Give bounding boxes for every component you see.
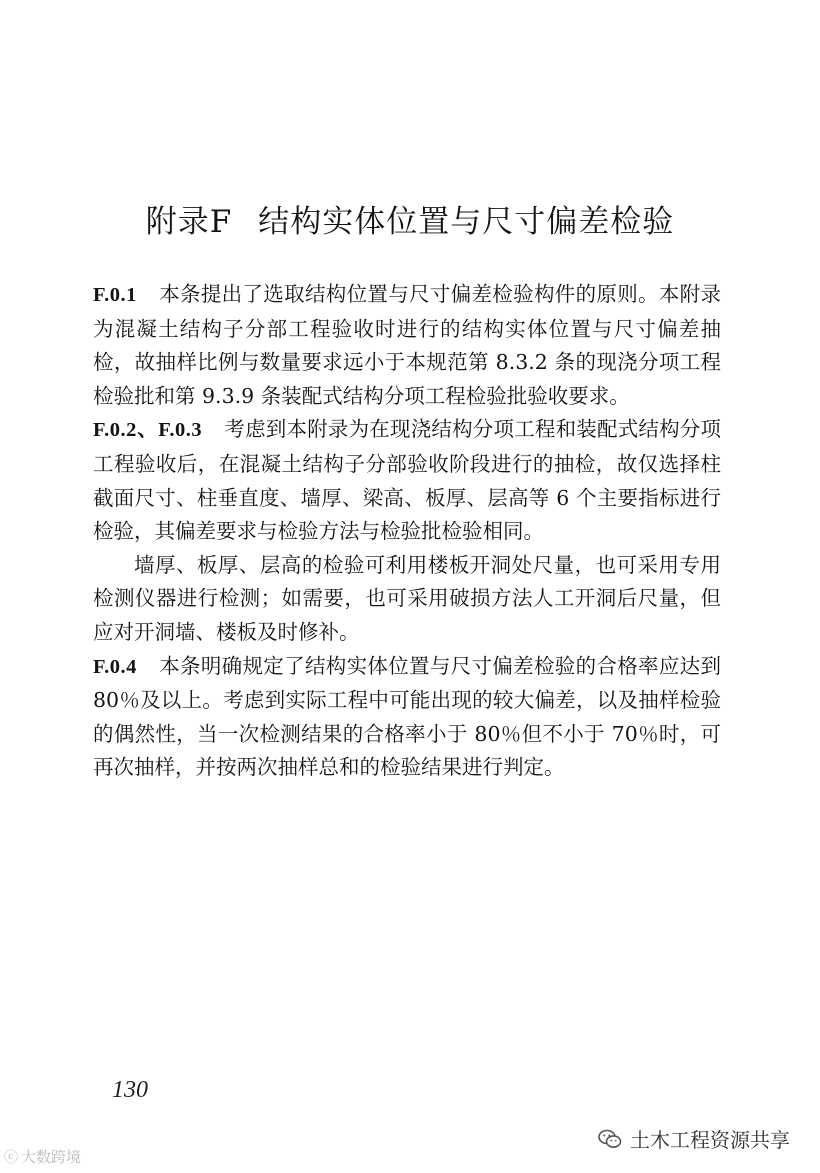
paragraph-text: 考虑到本附录为在现浇结构分项工程和装配式结构分项工程验收后，在混凝土结构子分部验收阶段进行的抽检，故仅选择柱截面尺寸、柱垂直度、墙厚、梁高、板厚、层高等 6 个主要指标进行检验，其偏差要求与检验方法与检验批检验相同。 bbox=[93, 417, 722, 544]
clause-number: F.0.1 bbox=[93, 284, 137, 306]
appendix-title bbox=[0, 196, 820, 241]
paragraph-text: 本条明确规定了结构实体位置与尺寸偏差检验的合格率应达到 80％及以上。考虑到实际工程中可能出现的较大偏差，以及抽样检验的偶然性，当一次检测结果的合格率小于 80％但不小于 70％时，可再次抽样，并按两次抽样总和的检验结果进行判定。 bbox=[93, 653, 721, 780]
paragraph-f02-f03 bbox=[93, 413, 721, 548]
appendix-label: 附录F bbox=[145, 204, 233, 240]
paragraph-f01 bbox=[93, 278, 721, 413]
watermark-left-text: 大数跨境 bbox=[21, 1148, 82, 1166]
appendix-heading: 结构实体位置与尺寸偏差检验 bbox=[258, 204, 675, 240]
wechat-watermark bbox=[598, 1124, 790, 1153]
document-body bbox=[93, 278, 721, 785]
page-number: 130 bbox=[112, 1077, 148, 1103]
clause-number: F.0.4 bbox=[93, 655, 137, 678]
paragraph-text: 墙厚、板厚、层高的检验可利用楼板开洞处尺量，也可采用专用检测仪器进行检测；如需要，也可采用破损方法人工开洞后尺量，但应对开洞墙、楼板及时修补。 bbox=[93, 552, 721, 644]
paragraph-f04 bbox=[93, 650, 721, 785]
paragraph-text: 本条提出了选取结构位置与尺寸偏差检验构件的原则。本附录为混凝土结构子分部工程验收时进行的结构实体位置与尺寸偏差抽检，故抽样比例与数量要求远小于本规范第 8.3.2 条的现浇分项工程检验批和第 9.3.9 条装配式结构分项工程检验批验收要求。 bbox=[93, 282, 721, 408]
watermark-logo-icon: ⓒ bbox=[4, 1150, 18, 1166]
clause-number: F.0.2、F.0.3 bbox=[93, 419, 203, 442]
watermark-left bbox=[4, 1146, 81, 1167]
paragraph-continuation bbox=[93, 549, 721, 650]
wechat-account-name: 土木工程资源共享 bbox=[630, 1128, 790, 1152]
wechat-icon bbox=[598, 1129, 622, 1149]
